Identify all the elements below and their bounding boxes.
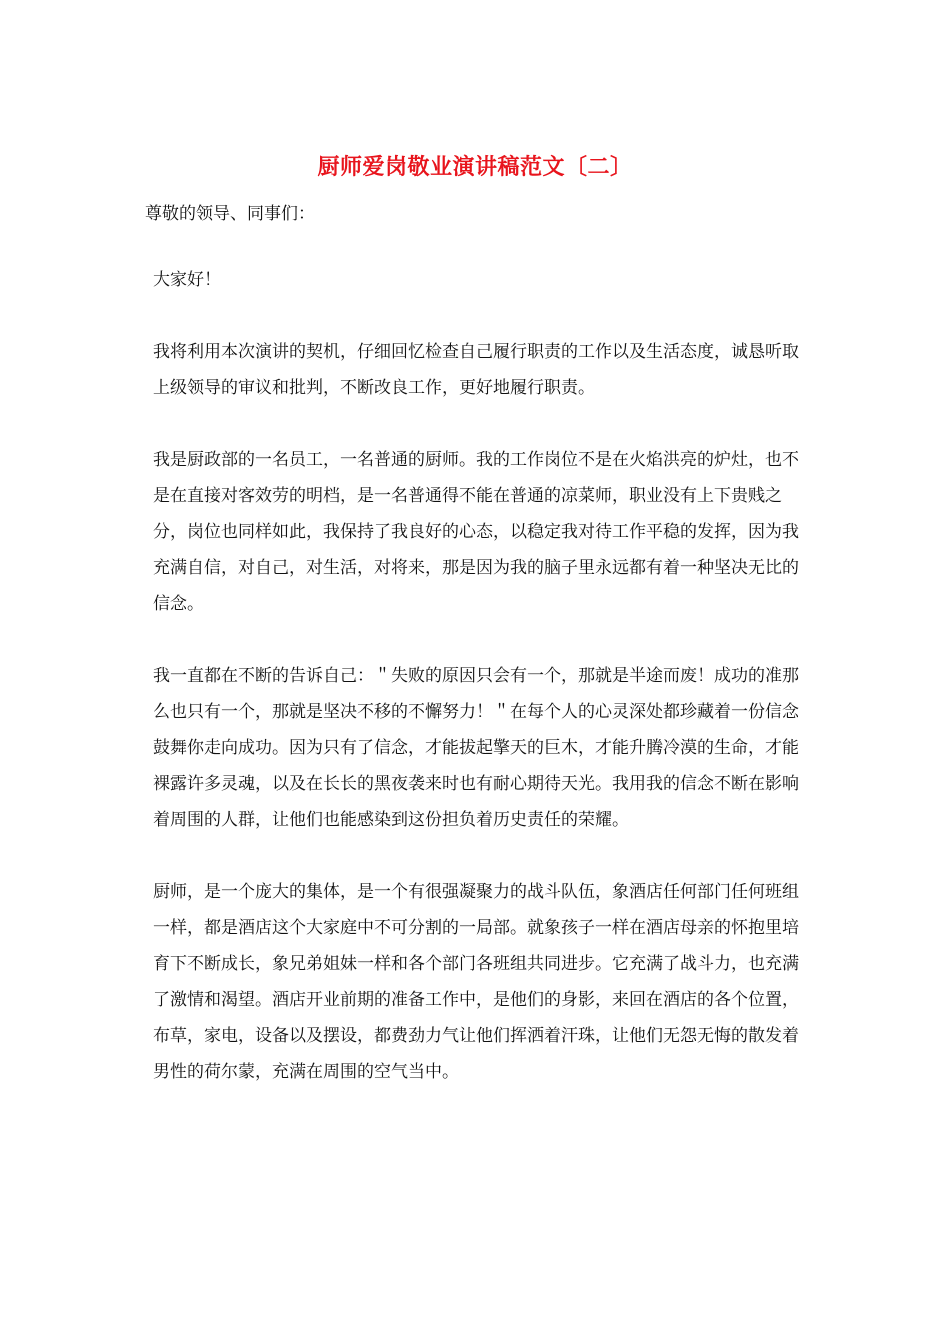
paragraph-intro: 我将利用本次演讲的契机，仔细回忆检查自己履行职责的工作以及生活态度，诚恳听取上级领导的审议和批判，不断改良工作，更好地履行职责。 <box>153 342 799 398</box>
paragraph-self-description: 我是厨政部的一名员工，一名普通的厨师。我的工作岗位不是在火焰洪亮的炉灶，也不是在直接对客效劳的明档，是一名普通得不能在普通的凉菜师，职业没有上下贵贱之分，岗位也同样如此，我保持了我良好的心态，以稳定我对待工作平稳的发挥，因为我充满自信，对自己，对生活，对将来，那是因为我的脑子里永远都有着一种坚决无比的信念。 <box>153 450 799 614</box>
paragraph-belief: 我一直都在不断的告诉自己：＂失败的原因只会有一个，那就是半途而废！成功的准那么也只有一个，那就是坚决不移的不懈努力！＂在每个人的心灵深处都珍藏着一份信念鼓舞你走向成功。因为只有了信念，才能拔起擎天的巨木，才能升腾冷漠的生命，才能裸露许多灵魂，以及在长长的黑夜袭来时也有耐心期待天光。我用我的信念不断在影响着周围的人群，让他们也能感染到这份担负着历史责任的荣耀。 <box>153 666 799 830</box>
document-body <box>145 196 810 1126</box>
document-title: 厨师爱岗敬业演讲稿范文〔二〕 <box>317 154 633 180</box>
paragraph-team: 厨师，是一个庞大的集体，是一个有很强凝聚力的战斗队伍，象酒店任何部门任何班组一样，都是酒店这个大家庭中不可分割的一局部。就象孩子一样在酒店母亲的怀抱里培育下不断成长，象兄弟姐妹一样和各个部门各班组共同进步。它充满了战斗力，也充满了激情和渴望。酒店开业前期的准备工作中，是他们的身影，来回在酒店的各个位置，布草，家电，设备以及摆设，都费劲力气让他们挥洒着汗珠，让他们无怨无悔的散发着男性的荷尔蒙，充满在周围的空气当中。 <box>153 882 799 1082</box>
salutation: 尊敬的领导、同事们： <box>145 204 315 224</box>
paragraph-greeting: 大家好！ <box>153 270 221 290</box>
